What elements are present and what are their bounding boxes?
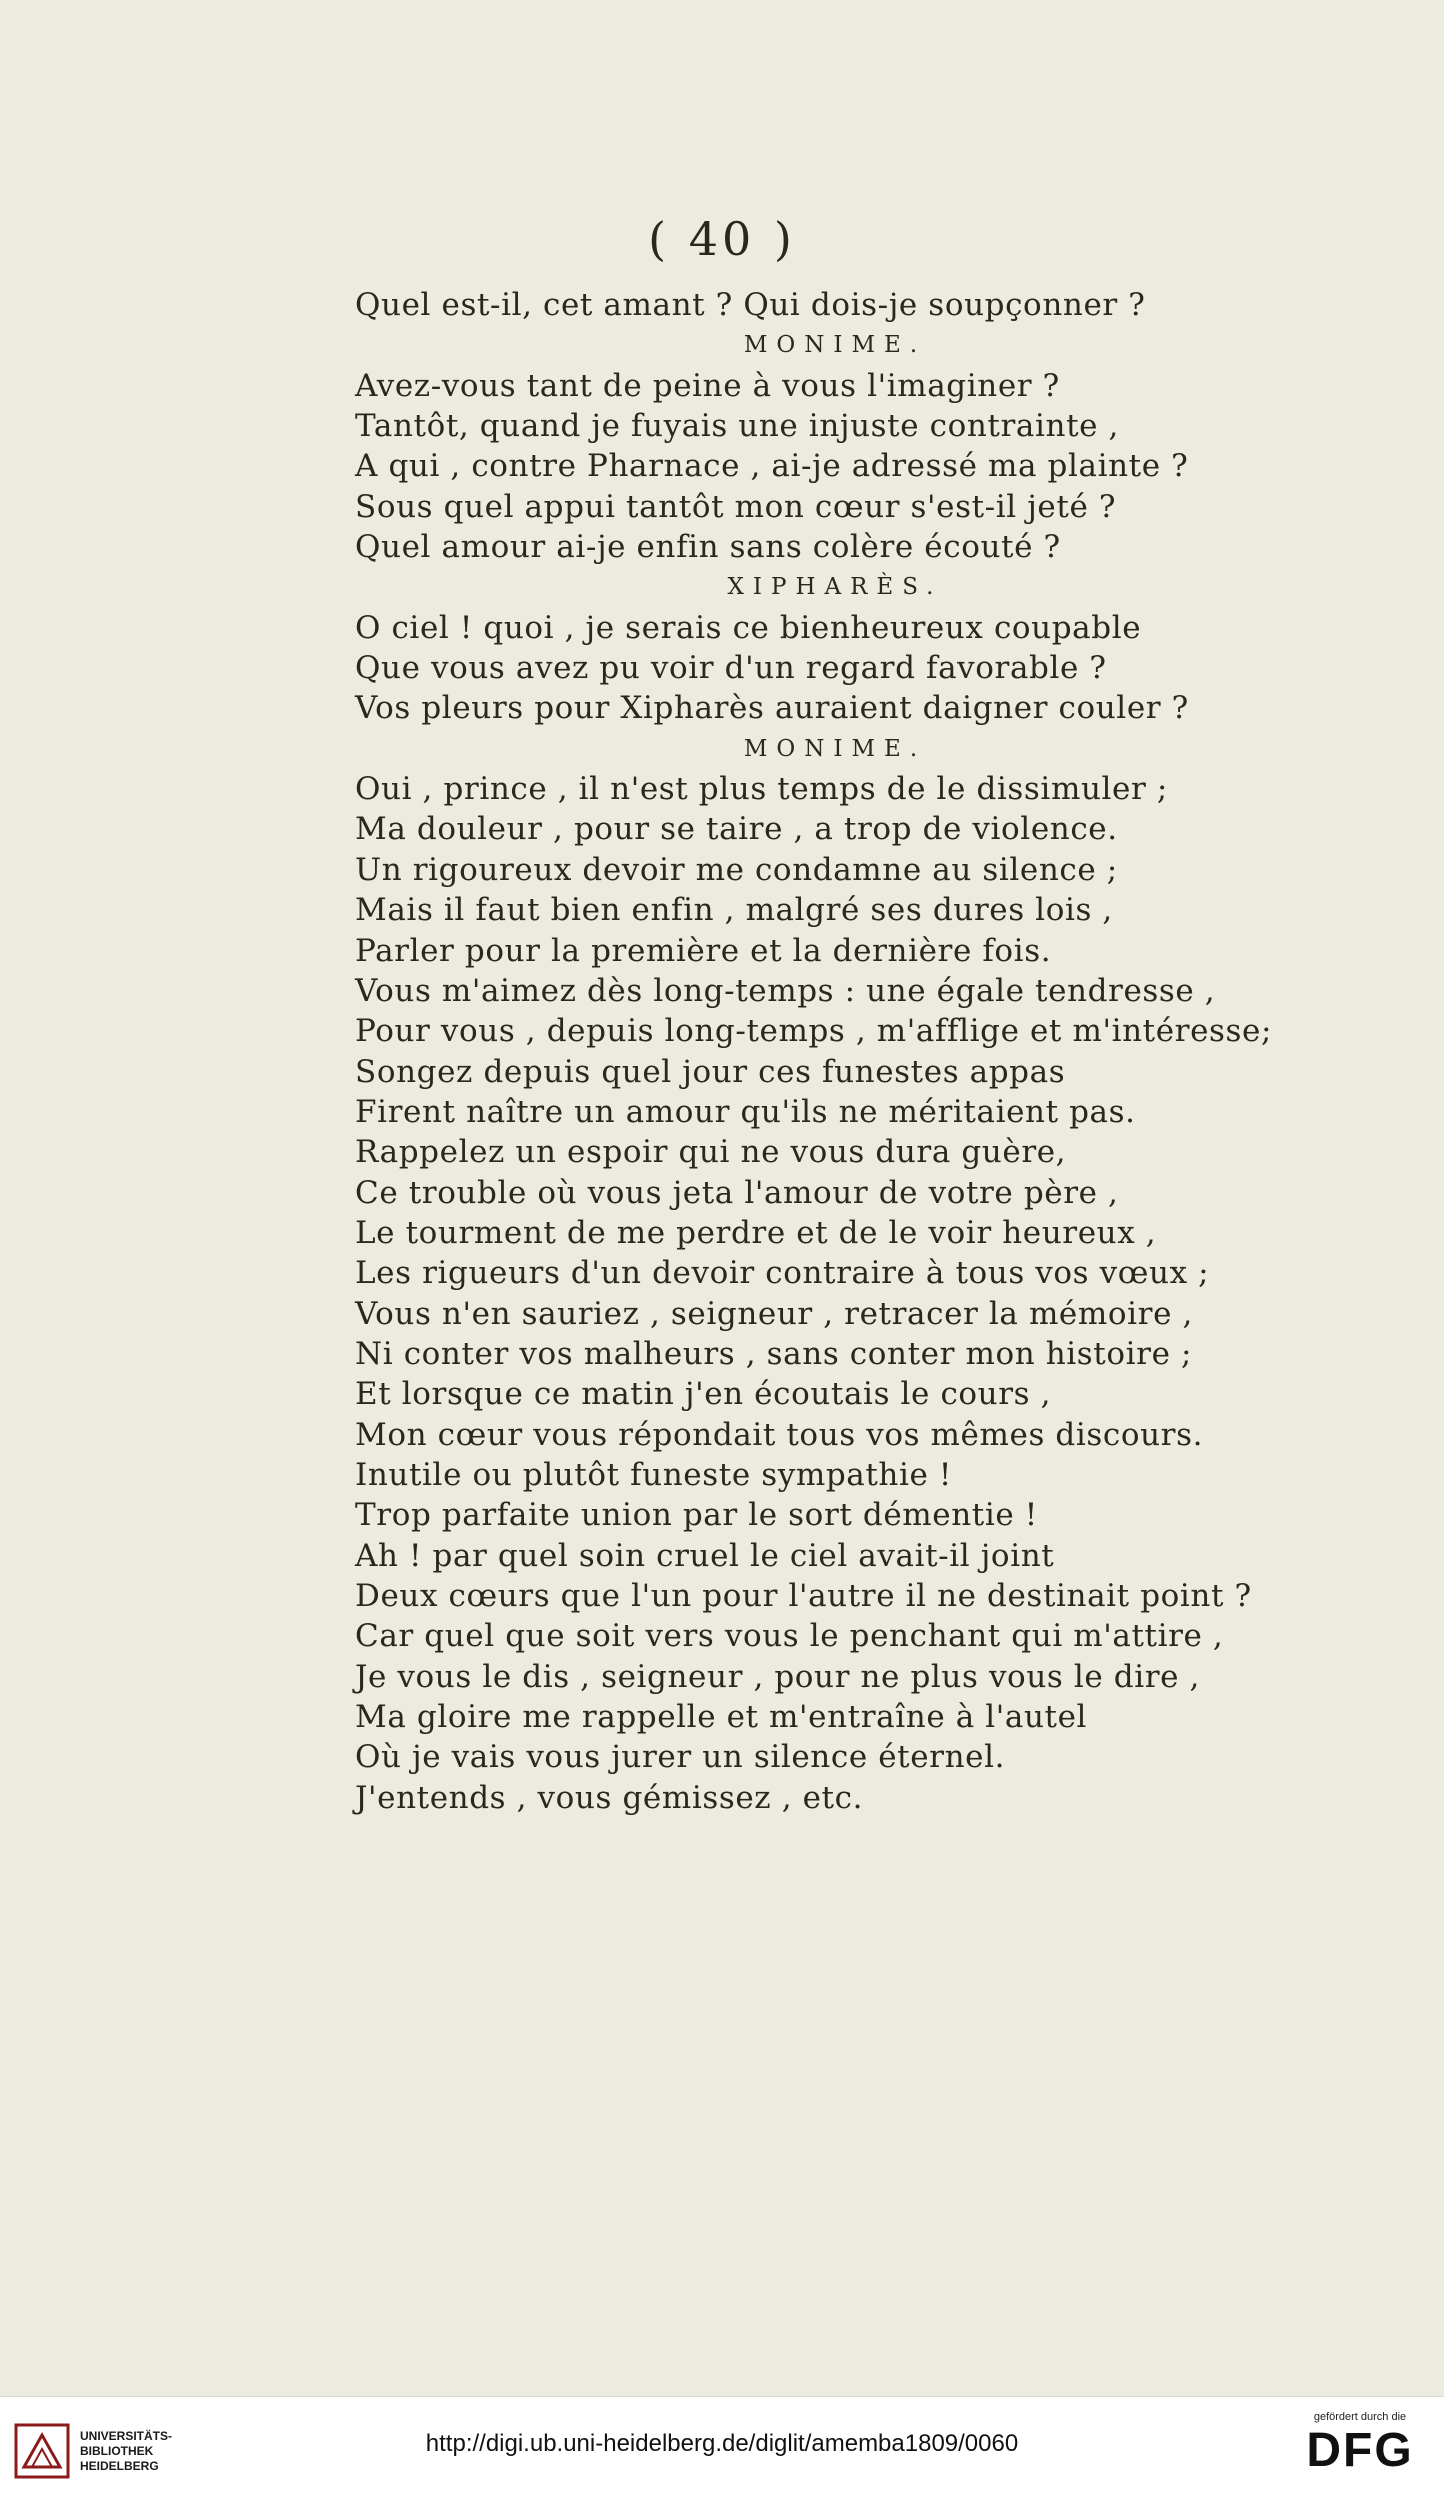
verse-line: Le tourment de me perdre et de le voir heureux , [355,1214,1157,1251]
verse-line: Vous n'en sauriez , seigneur , retracer la mémoire , [355,1295,1193,1332]
verse-line: Mon cœur vous répondait tous vos mêmes discours. [355,1416,1204,1453]
verse-line: Songez depuis quel jour ces funestes appas [355,1053,1066,1090]
verse-line: Trop parfaite union par le sort démentie ! [355,1497,1038,1534]
verse-line: Avez-vous tant de peine à vous l'imaginer ? [355,367,1060,404]
speaker-name: MONIME. [743,332,927,359]
verse-line: Vous m'aimez dès long-temps : une égale tendresse , [355,972,1216,1009]
verse-line: Inutile ou plutôt funeste sympathie ! [355,1456,952,1493]
verse-line: Ni conter vos malheurs , sans conter mon histoire ; [355,1335,1193,1372]
speaker-name: MONIME. [743,735,927,762]
verse-line: Pour vous , depuis long-temps , m'afflige et m'intéresse; [355,1013,1273,1050]
verse-line: Les rigueurs d'un devoir contraire à tous vos vœux ; [355,1255,1210,1292]
page-number: ( 40 ) [648,212,796,266]
verse-line: J'entends , vous gémissez , etc. [355,1779,864,1816]
verse-line: Ah ! par quel soin cruel le ciel avait-il joint [355,1537,1055,1574]
dfg-logo: DFG [1306,2424,1414,2477]
sponsor-logo[interactable] [1290,2411,1430,2479]
verse-line: Deux cœurs que l'un pour l'autre il ne destinait point ? [355,1578,1252,1614]
library-name-line2: BIBLIOTHEK [80,2444,154,2458]
verse-line: Quel amour ai-je enfin sans colère écouté ? [355,529,1061,566]
speaker-name: XIPHARÈS. [727,574,943,601]
verse-line: A qui , contre Pharnace , ai-je adressé ma plainte ? [355,448,1189,485]
verse-line: Et lorsque ce matin j'en écoutais le cours , [355,1376,1052,1413]
verse-line: Un rigoureux devoir me condamne au silence ; [355,851,1118,888]
verse-line: Car quel que soit vers vous le penchant qui m'attire , [355,1618,1224,1655]
source-url[interactable]: http://digi.ub.uni-heidelberg.de/diglit/amemba1809/0060 [425,2430,1019,2457]
verse-line: Ma douleur , pour se taire , a trop de violence. [355,811,1118,848]
sponsor-note: gefördert durch die [1313,2411,1407,2423]
verse-line: Mais il faut bien enfin , malgré ses dures lois , [355,892,1113,929]
verse-line: Firent naître un amour qu'ils ne méritaient pas. [355,1093,1136,1130]
verse-line: Où je vais vous jurer un silence éternel. [355,1739,1006,1776]
verse-line: Vos pleurs pour Xipharès auraient daigner couler ? [355,690,1189,727]
verse-line: Je vous le dis , seigneur , pour ne plus vous le dire , [355,1658,1200,1695]
verse-line: Parler pour la première et la dernière fois. [355,932,1052,969]
library-name-line3: HEIDELBERG [80,2459,159,2473]
verse-line: Ma gloire me rappelle et m'entraîne à l'autel [355,1699,1088,1736]
verse-line: Oui , prince , il n'est plus temps de le dissimuler ; [355,771,1168,808]
library-name-line1: UNIVERSITÄTS- [80,2429,173,2443]
verse-line: Ce trouble où vous jeta l'amour de votre père , [355,1174,1119,1211]
verse-line: O ciel ! quoi , je serais ce bienheureux coupable [355,609,1142,646]
footer-bar [0,2396,1444,2499]
verse-line: Tantôt, quand je fuyais une injuste contrainte , [355,408,1119,445]
verse-line: Quel est-il, cet amant ? Qui dois-je soupçonner ? [355,287,1146,323]
verse-line: Que vous avez pu voir d'un regard favorable ? [355,650,1107,687]
verse-text [355,285,1273,1818]
verse-line: Sous quel appui tantôt mon cœur s'est-il jeté ? [355,488,1117,525]
verse-line: Rappelez un espoir qui ne vous dura guère, [355,1134,1067,1171]
